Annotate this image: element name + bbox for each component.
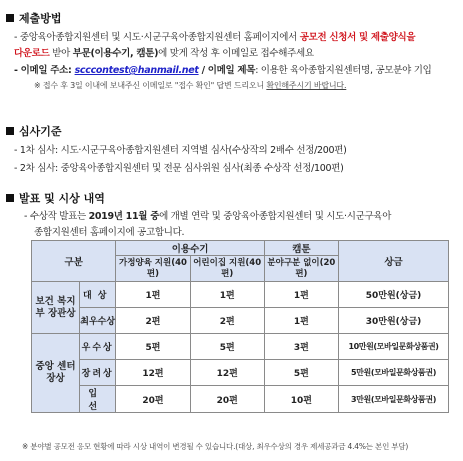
prize-cell: 50만원(상금): [339, 282, 449, 308]
prize-cell: 3만원(모바일문화상품권): [339, 386, 449, 413]
rank-cell: 최우수상: [80, 308, 116, 334]
col-cartoon-header: 캠툰: [264, 241, 338, 256]
col-usage-parent-header: 가정양육 지원(40편): [116, 256, 190, 282]
email-address-label: - 이메일 주소:: [14, 65, 75, 76]
children-count: 1편: [190, 282, 264, 308]
criteria-line-2: - 2차 심사: 중앙육아종합지원센터 및 전문 심사위원 심사(최종 수상작 선정/100편): [14, 163, 344, 174]
awards-table: [31, 240, 449, 413]
rank-cell: 대상: [80, 282, 116, 308]
category-highlight: 부문(이용수기, 캠툰): [72, 48, 159, 59]
awards-footnote: ※ 분야별 공모전 응모 현황에 따라 시상 내역이 변경될 수 있습니다.(대상, 최우수상의 경우 제세공과금 4.4%는 본인 부담): [22, 442, 409, 451]
rank-cell: 입선: [80, 386, 116, 413]
children-count: 12편: [190, 360, 264, 386]
submission-title: 제출방법: [19, 12, 62, 25]
prize-cell: 10만원(모바일문화상품권): [339, 334, 449, 360]
prize-cell: 30만원(상금): [339, 308, 449, 334]
col-group-header: 구분: [32, 241, 116, 282]
square-bullet-icon: [6, 127, 14, 135]
rank-cell: 장려상: [80, 360, 116, 386]
children-count: 20편: [190, 386, 264, 413]
col-usage-children-header: 어린이집 지원(40편): [190, 256, 264, 282]
col-prize-header: 상금: [339, 241, 449, 282]
submission-note: [34, 80, 346, 91]
group-name: 중앙 센터장상: [32, 334, 80, 413]
email-address-link[interactable]: scccontest@hanmail.net: [74, 65, 199, 76]
awards-line-1: [24, 208, 391, 222]
awards-line-1-text-b: 에 개별 연락 및 중앙육아종합지원센터 및 시도·시군구육아: [159, 211, 392, 222]
parent-count: 12편: [116, 360, 190, 386]
submission-line-2-text-a: 받아: [49, 48, 73, 59]
parent-count: 20편: [116, 386, 190, 413]
criteria-heading: [6, 123, 62, 139]
table-row: [32, 334, 449, 360]
table-row: [32, 386, 449, 413]
submission-line-1-highlight: 공모전 신청서 및 제출양식을: [299, 32, 416, 43]
cartoon-count: 10편: [264, 386, 338, 413]
children-count: 5편: [190, 334, 264, 360]
col-usage-header: 이용수기: [116, 241, 264, 256]
parent-count: 5편: [116, 334, 190, 360]
criteria-line-1: - 1차 심사: 시도·시군구육아종합지원센터 지역별 심사(수상작의 2배수 선정/200편): [14, 145, 347, 156]
parent-count: 1편: [116, 282, 190, 308]
cartoon-count: 3편: [264, 334, 338, 360]
cartoon-count: 1편: [264, 282, 338, 308]
download-highlight: 다운로드: [14, 48, 50, 59]
prize-cell: 5만원(모바일문화상품권): [339, 360, 449, 386]
awards-title: 발표 및 시상 내역: [19, 192, 105, 205]
announcement-date: 2019년 11월 중: [88, 211, 160, 222]
square-bullet-icon: [6, 14, 14, 22]
table-row: [32, 308, 449, 334]
submission-note-text: ※ 접수 후 3일 이내에 보내주신 이메일로 "접수 확인" 답변 드리오니: [34, 81, 267, 90]
children-count: 2편: [190, 308, 264, 334]
submission-line-1-text: - 중앙육아종합지원센터 및 시도·시군구육아종합지원센터 홈페이지에서: [14, 32, 300, 43]
rank-cell: 우수상: [80, 334, 116, 360]
email-subject-text: : 이용한 육아종합지원센터명, 공모분야 기입: [255, 65, 432, 76]
parent-count: 2편: [116, 308, 190, 334]
email-subject-label: / 이메일 제목: [198, 65, 256, 76]
awards-line-1-text-a: - 수상작 발표는: [24, 211, 89, 222]
submission-note-underline: 확인해주시기 바랍니다.: [266, 81, 347, 90]
submission-line-1: [14, 29, 415, 43]
awards-heading: [6, 190, 105, 206]
cartoon-count: 1편: [264, 308, 338, 334]
submission-heading: [6, 10, 62, 26]
cartoon-count: 5편: [264, 360, 338, 386]
table-row: [32, 360, 449, 386]
submission-line-2-text-b: 에 맞게 작성 후 이메일로 접수해주세요: [158, 48, 314, 59]
col-cartoon-sub-header: 분야구분 없이(20편): [264, 256, 338, 282]
submission-line-2: [14, 45, 314, 59]
square-bullet-icon: [6, 194, 14, 202]
table-row: [32, 282, 449, 308]
table-header-row: [32, 241, 449, 256]
submission-line-3: [14, 62, 431, 76]
awards-line-2: 종합지원센터 홈페이지에 공고합니다.: [34, 227, 185, 238]
group-name: 보건 복지부 장관상: [32, 282, 80, 334]
criteria-title: 심사기준: [19, 125, 62, 138]
